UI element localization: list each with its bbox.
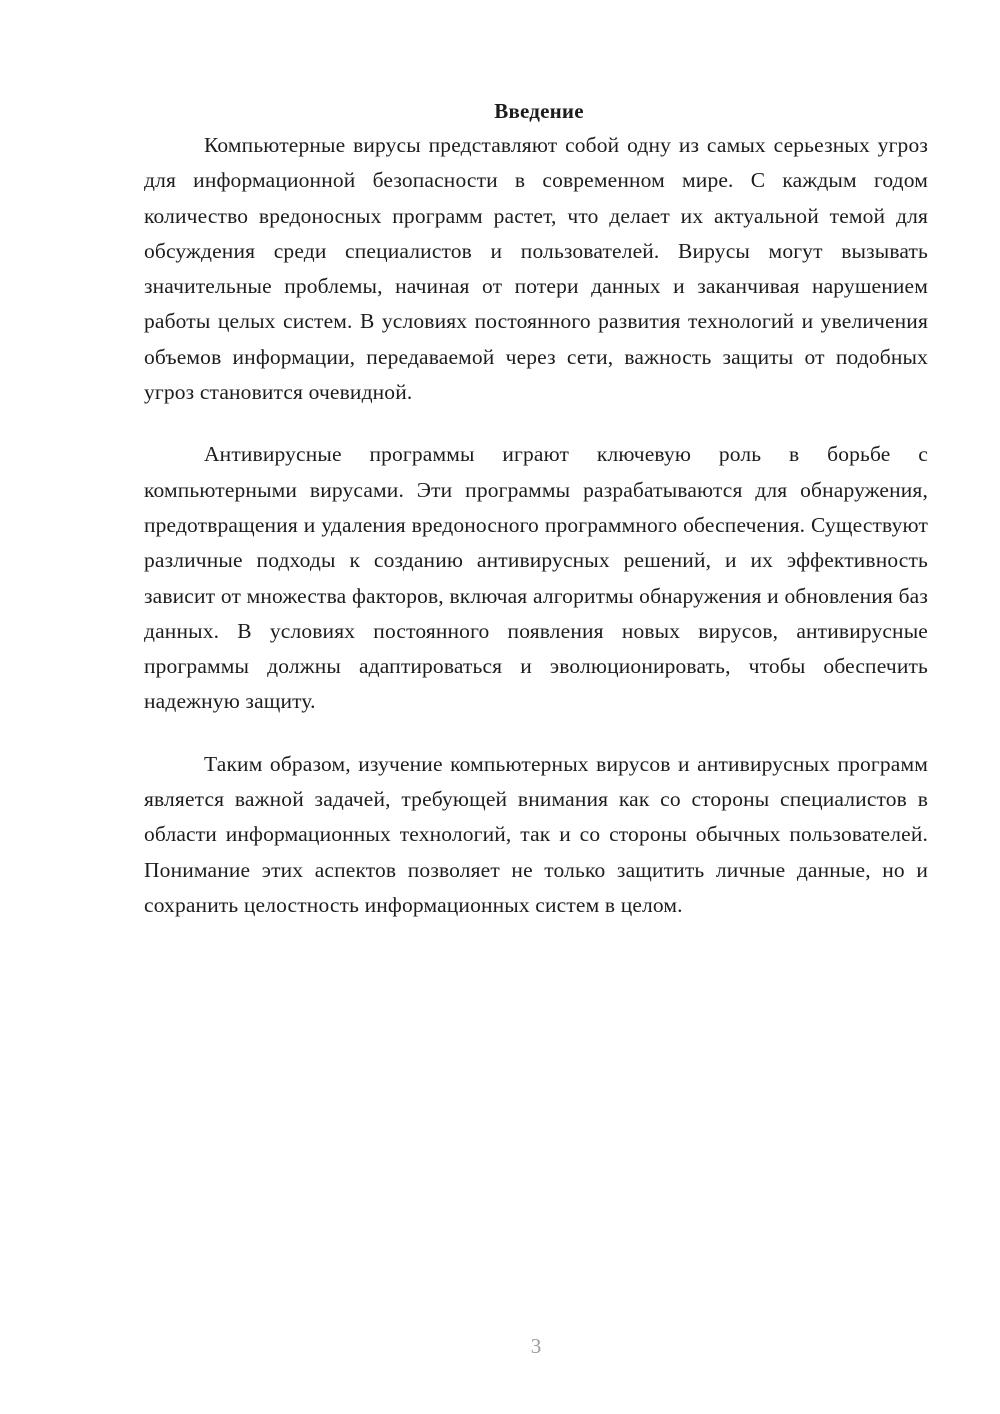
section-heading: Введение [494,99,584,123]
paragraph-2: Антивирусные программы играют ключевую роль в борьбе с компьютерными вирусами. Эти программы разрабатываются для обнаружения, предотвращения и удаления вредоносного программного обеспечения. Существуют различные подходы к созданию антивирусных решений, и их эффективность зависит от множества факторов, включая алгоритмы обнаружения и обновления баз данных. В условиях постоянного появления новых вирусов, антивирусные программы должны адаптироваться и эволюционировать, чтобы обеспечить надежную защиту. [144,442,928,714]
page-number: 3 [530,1334,542,1358]
paragraph-1: Компьютерные вирусы представляют собой одну из самых серьезных угроз для информационной безопасности в современном мире. С каждым годом количество вредоносных программ растет, что делает их актуальной темой для обсуждения среди специалистов и пользователей. Вирусы могут вызывать значительные проблемы, начиная от потери данных и заканчивая нарушением работы целых систем. В условиях постоянного развития технологий и увеличения объемов информации, передаваемой через сети, важность защиты от подобных угроз становится очевидной. [144,133,928,405]
paragraph-3: Таким образом, изучение компьютерных вирусов и антивирусных программ является важной задачей, требующей внимания как со стороны специалистов в области информационных технологий, так и со стороны обычных пользователей. Понимание этих аспектов позволяет не только защитить личные данные, но и сохранить целостность информационных систем в целом. [144,751,928,917]
page-content [144,96,928,950]
